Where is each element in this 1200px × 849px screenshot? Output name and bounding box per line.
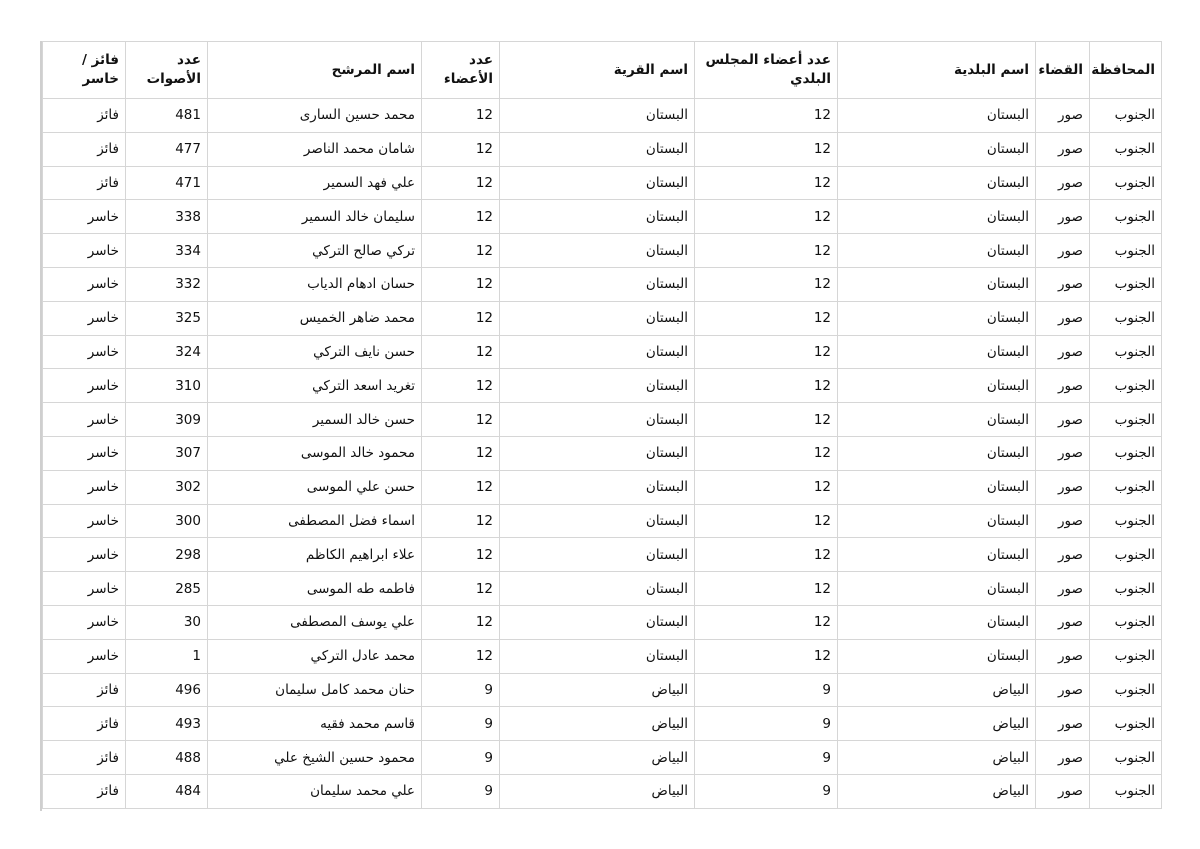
cell-result: خاسر: [43, 470, 126, 504]
cell-village: البستان: [500, 639, 695, 673]
table-row: [43, 707, 1162, 741]
cell-members: 12: [422, 132, 500, 166]
cell-qada: صور: [1036, 166, 1090, 200]
cell-council-members: 12: [695, 369, 838, 403]
table-row: [43, 572, 1162, 606]
cell-municipality: البياض: [838, 673, 1036, 707]
cell-governorate: الجنوب: [1090, 301, 1162, 335]
cell-candidate: محمود خالد الموسى: [208, 436, 422, 470]
cell-council-members: 9: [695, 707, 838, 741]
cell-members: 12: [422, 335, 500, 369]
table-row: [43, 504, 1162, 538]
cell-municipality: البستان: [838, 538, 1036, 572]
cell-candidate: حسن علي الموسى: [208, 470, 422, 504]
cell-members: 12: [422, 504, 500, 538]
election-results-table: [42, 41, 1162, 809]
cell-village: البستان: [500, 504, 695, 538]
cell-votes: 493: [126, 707, 208, 741]
cell-governorate: الجنوب: [1090, 470, 1162, 504]
cell-members: 12: [422, 572, 500, 606]
cell-qada: صور: [1036, 605, 1090, 639]
cell-votes: 285: [126, 572, 208, 606]
cell-votes: 310: [126, 369, 208, 403]
cell-result: خاسر: [43, 267, 126, 301]
cell-village: البستان: [500, 470, 695, 504]
cell-council-members: 12: [695, 605, 838, 639]
cell-governorate: الجنوب: [1090, 200, 1162, 234]
cell-governorate: الجنوب: [1090, 605, 1162, 639]
cell-council-members: 12: [695, 403, 838, 437]
cell-village: البستان: [500, 99, 695, 133]
cell-municipality: البستان: [838, 403, 1036, 437]
cell-candidate: تغريد اسعد التركي: [208, 369, 422, 403]
cell-governorate: الجنوب: [1090, 639, 1162, 673]
table-row: [43, 639, 1162, 673]
cell-members: 12: [422, 166, 500, 200]
cell-council-members: 12: [695, 301, 838, 335]
cell-qada: صور: [1036, 436, 1090, 470]
cell-votes: 338: [126, 200, 208, 234]
cell-municipality: البستان: [838, 267, 1036, 301]
cell-municipality: البياض: [838, 707, 1036, 741]
table-row: [43, 234, 1162, 268]
cell-qada: صور: [1036, 403, 1090, 437]
cell-result: خاسر: [43, 538, 126, 572]
cell-governorate: الجنوب: [1090, 538, 1162, 572]
cell-municipality: البستان: [838, 504, 1036, 538]
cell-votes: 496: [126, 673, 208, 707]
cell-qada: صور: [1036, 301, 1090, 335]
cell-governorate: الجنوب: [1090, 403, 1162, 437]
cell-village: البستان: [500, 166, 695, 200]
cell-council-members: 12: [695, 166, 838, 200]
cell-council-members: 12: [695, 132, 838, 166]
cell-municipality: البستان: [838, 99, 1036, 133]
cell-council-members: 12: [695, 234, 838, 268]
header-result: فائز / خاسر: [43, 42, 126, 99]
cell-governorate: الجنوب: [1090, 707, 1162, 741]
cell-result: خاسر: [43, 335, 126, 369]
cell-votes: 471: [126, 166, 208, 200]
cell-qada: صور: [1036, 741, 1090, 775]
cell-municipality: البستان: [838, 234, 1036, 268]
cell-council-members: 12: [695, 572, 838, 606]
header-candidate: اسم المرشح: [208, 42, 422, 99]
cell-members: 12: [422, 470, 500, 504]
cell-qada: صور: [1036, 234, 1090, 268]
table-row: [43, 200, 1162, 234]
cell-candidate: محمد حسين السارى: [208, 99, 422, 133]
cell-members: 12: [422, 403, 500, 437]
cell-village: البستان: [500, 538, 695, 572]
cell-candidate: علي محمد سليمان: [208, 774, 422, 808]
header-village: اسم القرية: [500, 42, 695, 99]
cell-council-members: 12: [695, 200, 838, 234]
cell-qada: صور: [1036, 504, 1090, 538]
cell-qada: صور: [1036, 572, 1090, 606]
cell-members: 12: [422, 436, 500, 470]
cell-qada: صور: [1036, 774, 1090, 808]
cell-village: البستان: [500, 403, 695, 437]
cell-qada: صور: [1036, 335, 1090, 369]
cell-qada: صور: [1036, 99, 1090, 133]
cell-council-members: 12: [695, 335, 838, 369]
cell-candidate: علي فهد السمير: [208, 166, 422, 200]
cell-village: البستان: [500, 132, 695, 166]
cell-village: البستان: [500, 301, 695, 335]
cell-votes: 307: [126, 436, 208, 470]
cell-candidate: قاسم محمد فقيه: [208, 707, 422, 741]
cell-village: البستان: [500, 605, 695, 639]
cell-candidate: علاء ابراهيم الكاظم: [208, 538, 422, 572]
cell-result: فائز: [43, 774, 126, 808]
cell-village: البياض: [500, 741, 695, 775]
cell-members: 9: [422, 673, 500, 707]
cell-members: 12: [422, 538, 500, 572]
cell-result: خاسر: [43, 200, 126, 234]
cell-votes: 298: [126, 538, 208, 572]
cell-members: 12: [422, 99, 500, 133]
results-table-container: [42, 41, 1161, 809]
cell-village: البستان: [500, 572, 695, 606]
cell-council-members: 12: [695, 99, 838, 133]
cell-council-members: 12: [695, 267, 838, 301]
cell-village: البستان: [500, 234, 695, 268]
cell-result: خاسر: [43, 234, 126, 268]
cell-candidate: محمد عادل التركي: [208, 639, 422, 673]
cell-votes: 484: [126, 774, 208, 808]
cell-candidate: شامان محمد الناصر: [208, 132, 422, 166]
cell-votes: 488: [126, 741, 208, 775]
table-row: [43, 673, 1162, 707]
cell-result: فائز: [43, 99, 126, 133]
cell-result: خاسر: [43, 301, 126, 335]
cell-village: البستان: [500, 436, 695, 470]
cell-council-members: 12: [695, 470, 838, 504]
cell-result: خاسر: [43, 572, 126, 606]
table-row: [43, 369, 1162, 403]
cell-village: البياض: [500, 673, 695, 707]
cell-qada: صور: [1036, 707, 1090, 741]
cell-candidate: سليمان خالد السمير: [208, 200, 422, 234]
table-row: [43, 132, 1162, 166]
cell-candidate: حسن نايف التركي: [208, 335, 422, 369]
cell-members: 12: [422, 301, 500, 335]
cell-candidate: فاطمه طه الموسى: [208, 572, 422, 606]
cell-members: 12: [422, 639, 500, 673]
cell-members: 12: [422, 267, 500, 301]
cell-municipality: البستان: [838, 132, 1036, 166]
table-body: [43, 99, 1162, 809]
cell-candidate: حنان محمد كامل سليمان: [208, 673, 422, 707]
table-row: [43, 774, 1162, 808]
cell-result: فائز: [43, 132, 126, 166]
cell-governorate: الجنوب: [1090, 166, 1162, 200]
cell-qada: صور: [1036, 470, 1090, 504]
cell-members: 9: [422, 741, 500, 775]
header-governorate: المحافظة: [1090, 42, 1162, 99]
cell-votes: 1: [126, 639, 208, 673]
cell-result: خاسر: [43, 369, 126, 403]
table-row: [43, 470, 1162, 504]
cell-governorate: الجنوب: [1090, 369, 1162, 403]
cell-municipality: البستان: [838, 639, 1036, 673]
cell-votes: 309: [126, 403, 208, 437]
cell-governorate: الجنوب: [1090, 132, 1162, 166]
cell-municipality: البياض: [838, 774, 1036, 808]
cell-council-members: 12: [695, 538, 838, 572]
cell-members: 9: [422, 707, 500, 741]
cell-municipality: البياض: [838, 741, 1036, 775]
table-row: [43, 335, 1162, 369]
cell-qada: صور: [1036, 132, 1090, 166]
cell-candidate: علي يوسف المصطفى: [208, 605, 422, 639]
table-row: [43, 267, 1162, 301]
cell-qada: صور: [1036, 200, 1090, 234]
table-row: [43, 301, 1162, 335]
cell-governorate: الجنوب: [1090, 335, 1162, 369]
cell-governorate: الجنوب: [1090, 673, 1162, 707]
cell-village: البستان: [500, 200, 695, 234]
header-members: عدد الأعضاء: [422, 42, 500, 99]
cell-result: خاسر: [43, 403, 126, 437]
cell-municipality: البستان: [838, 369, 1036, 403]
cell-candidate: تركي صالح التركي: [208, 234, 422, 268]
cell-municipality: البستان: [838, 335, 1036, 369]
cell-candidate: محمود حسين الشيخ علي: [208, 741, 422, 775]
header-municipality: اسم البلدية: [838, 42, 1036, 99]
cell-governorate: الجنوب: [1090, 572, 1162, 606]
table-row: [43, 605, 1162, 639]
cell-votes: 334: [126, 234, 208, 268]
cell-members: 12: [422, 605, 500, 639]
cell-votes: 302: [126, 470, 208, 504]
cell-governorate: الجنوب: [1090, 504, 1162, 538]
cell-votes: 477: [126, 132, 208, 166]
cell-result: فائز: [43, 741, 126, 775]
cell-village: البستان: [500, 369, 695, 403]
cell-members: 9: [422, 774, 500, 808]
cell-candidate: حسن خالد السمير: [208, 403, 422, 437]
cell-result: فائز: [43, 707, 126, 741]
cell-candidate: حسان ادهام الدياب: [208, 267, 422, 301]
cell-municipality: البستان: [838, 572, 1036, 606]
cell-governorate: الجنوب: [1090, 774, 1162, 808]
cell-result: خاسر: [43, 504, 126, 538]
cell-municipality: البستان: [838, 470, 1036, 504]
table-header: [43, 42, 1162, 99]
cell-council-members: 9: [695, 673, 838, 707]
cell-council-members: 12: [695, 639, 838, 673]
cell-municipality: البستان: [838, 166, 1036, 200]
cell-qada: صور: [1036, 639, 1090, 673]
header-votes: عدد الأصوات: [126, 42, 208, 99]
cell-members: 12: [422, 234, 500, 268]
cell-governorate: الجنوب: [1090, 436, 1162, 470]
cell-village: البستان: [500, 267, 695, 301]
cell-municipality: البستان: [838, 605, 1036, 639]
table-row: [43, 99, 1162, 133]
cell-members: 12: [422, 200, 500, 234]
cell-village: البياض: [500, 707, 695, 741]
cell-qada: صور: [1036, 369, 1090, 403]
cell-votes: 332: [126, 267, 208, 301]
header-council-members: عدد أعضاء المجلس البلدي: [695, 42, 838, 99]
table-row: [43, 166, 1162, 200]
cell-council-members: 12: [695, 436, 838, 470]
cell-council-members: 9: [695, 741, 838, 775]
cell-council-members: 9: [695, 774, 838, 808]
cell-result: خاسر: [43, 436, 126, 470]
cell-candidate: محمد ضاهر الخميس: [208, 301, 422, 335]
cell-governorate: الجنوب: [1090, 99, 1162, 133]
cell-municipality: البستان: [838, 301, 1036, 335]
table-row: [43, 538, 1162, 572]
cell-votes: 30: [126, 605, 208, 639]
header-qada: القضاء: [1036, 42, 1090, 99]
cell-governorate: الجنوب: [1090, 267, 1162, 301]
cell-members: 12: [422, 369, 500, 403]
table-row: [43, 741, 1162, 775]
cell-result: فائز: [43, 673, 126, 707]
cell-votes: 325: [126, 301, 208, 335]
header-row: [43, 42, 1162, 99]
cell-result: خاسر: [43, 639, 126, 673]
cell-governorate: الجنوب: [1090, 234, 1162, 268]
cell-votes: 324: [126, 335, 208, 369]
cell-council-members: 12: [695, 504, 838, 538]
cell-governorate: الجنوب: [1090, 741, 1162, 775]
cell-municipality: البستان: [838, 200, 1036, 234]
cell-qada: صور: [1036, 267, 1090, 301]
cell-votes: 300: [126, 504, 208, 538]
table-row: [43, 403, 1162, 437]
cell-votes: 481: [126, 99, 208, 133]
cell-qada: صور: [1036, 538, 1090, 572]
cell-result: خاسر: [43, 605, 126, 639]
cell-village: البستان: [500, 335, 695, 369]
table-row: [43, 436, 1162, 470]
cell-qada: صور: [1036, 673, 1090, 707]
cell-candidate: اسماء فضل المصطفى: [208, 504, 422, 538]
cell-village: البياض: [500, 774, 695, 808]
cell-result: فائز: [43, 166, 126, 200]
cell-municipality: البستان: [838, 436, 1036, 470]
